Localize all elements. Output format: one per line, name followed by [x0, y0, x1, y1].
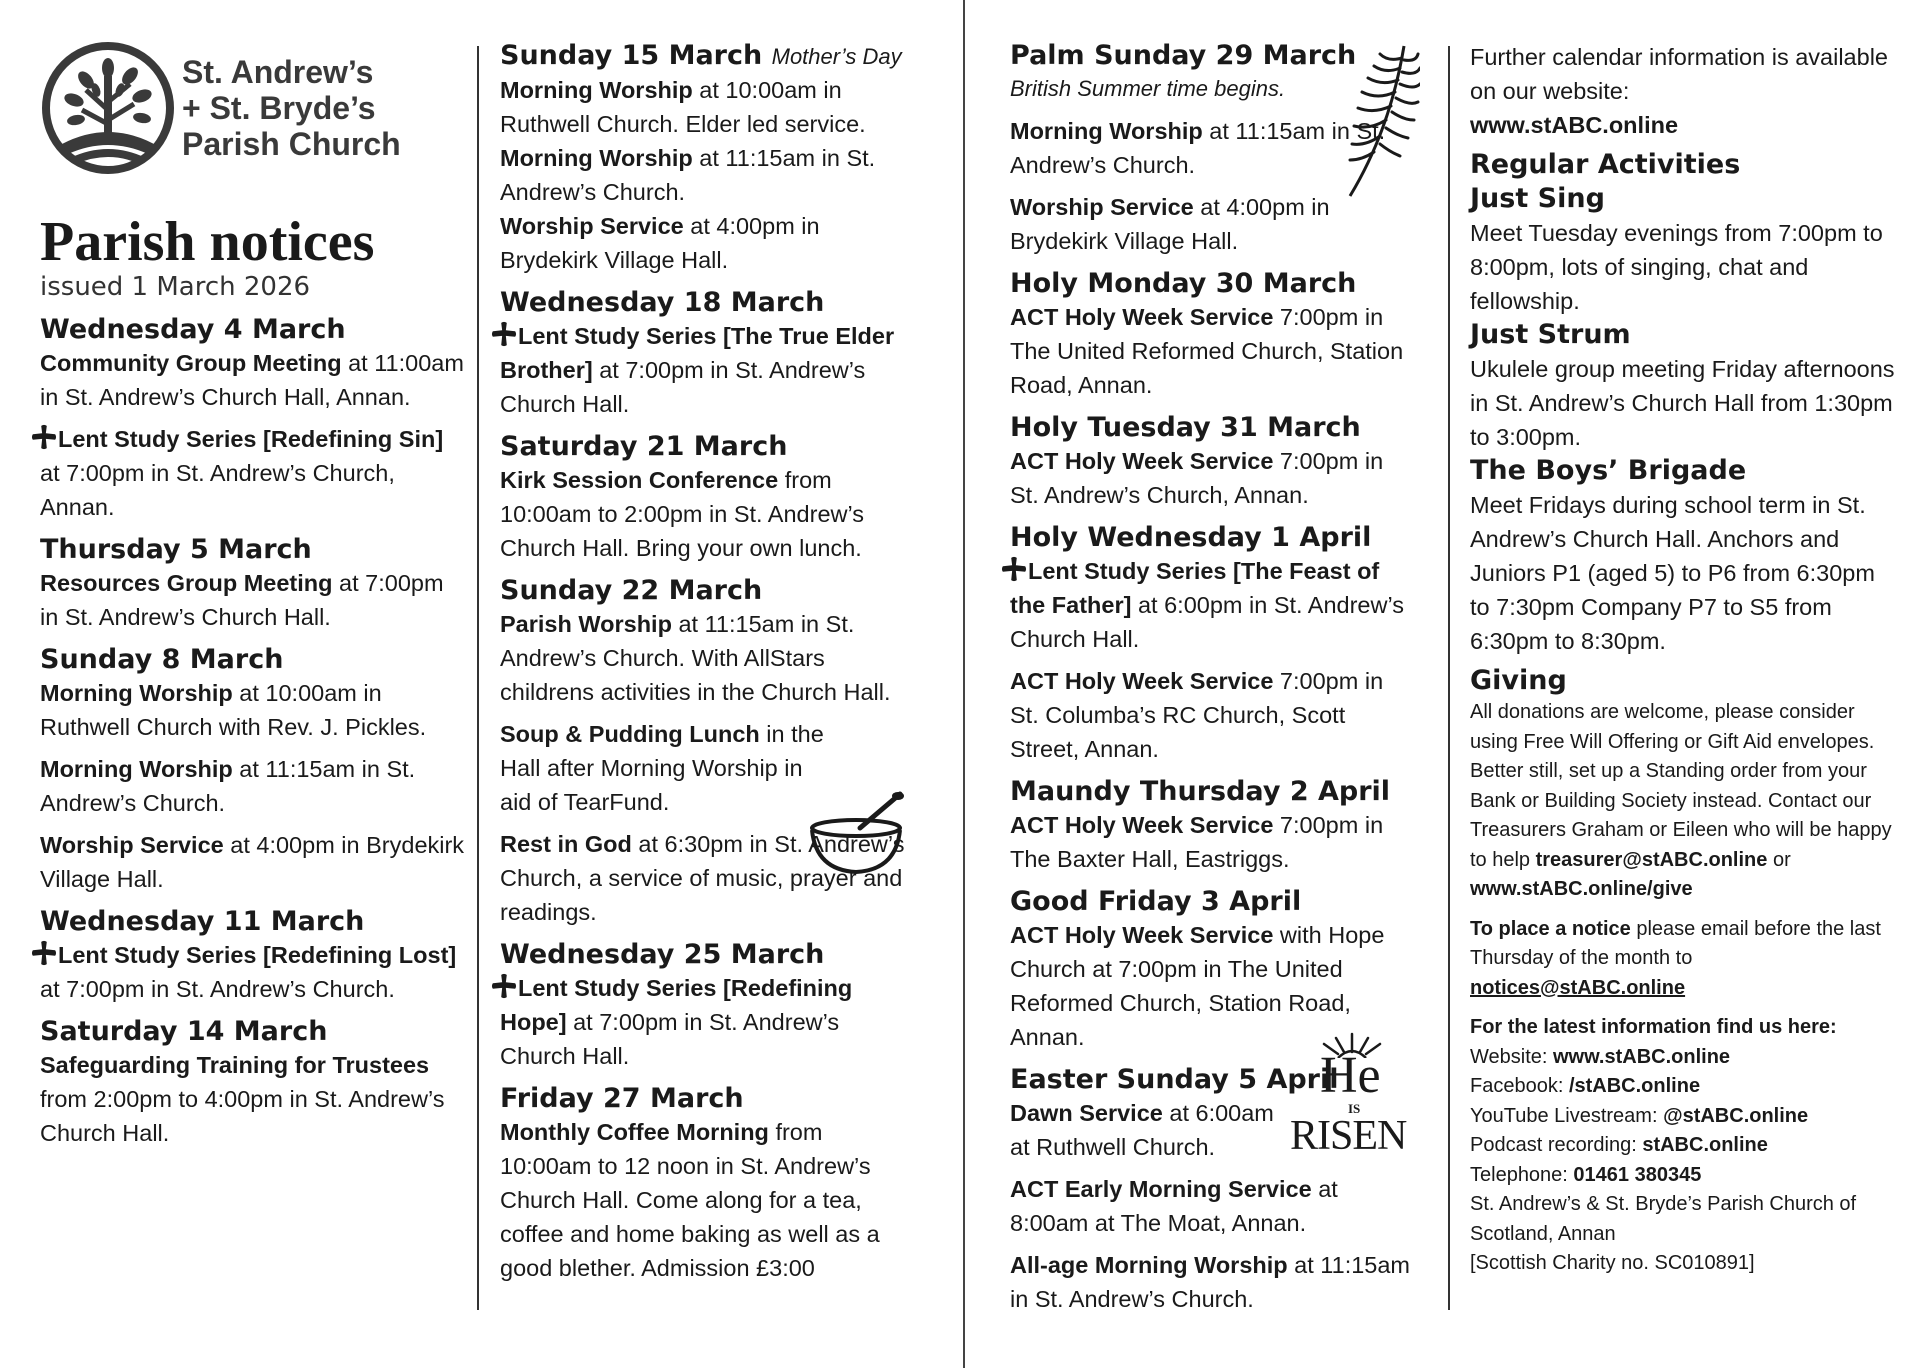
event-day: Friday 27 March	[500, 1083, 744, 1114]
event-day: Maundy Thursday 2 April	[1010, 776, 1391, 807]
activity-title: Just Sing	[1470, 183, 1605, 214]
event-title: Dawn Service	[1010, 1100, 1163, 1126]
event-day: Easter Sunday 5 April	[1010, 1064, 1339, 1095]
event-item	[500, 319, 920, 421]
column-1	[40, 40, 465, 1150]
notice-instructions	[1470, 915, 1900, 1004]
activity-title: The Boys’ Brigade	[1470, 455, 1747, 486]
event-detail: from 2:00pm to 4:00pm in St. Andrew’s Church Hall.	[40, 1086, 445, 1146]
event-detail: at 7:00pm in St. Andrew’s Church Hall.	[500, 1009, 840, 1069]
event-title: Community Group Meeting	[40, 350, 342, 376]
event-day: Palm Sunday 29 March	[1010, 40, 1357, 71]
cross-icon	[490, 973, 518, 999]
event-item	[500, 73, 920, 141]
event-detail: 7:00pm in The Baxter Hall, Eastriggs.	[1010, 812, 1384, 872]
event-day: Saturday 21 March	[500, 431, 788, 462]
event-item	[40, 752, 465, 820]
section-heading: Giving	[1470, 665, 1567, 696]
activity-detail: Meet Fridays during school term in St. Andrew’s Church Hall. Anchors and Juniors P1 (aged 5) to P6 from 6:30pm to 7:30pm Company P7 to S5 from 6:30pm to 8:30pm.	[1470, 492, 1875, 654]
event-detail: at 4:00pm in Brydekirk Village Hall.	[40, 832, 465, 892]
event-day: Wednesday 18 March	[500, 287, 825, 318]
event-item	[1010, 1172, 1415, 1240]
event-detail: at 4:00pm in Brydekirk Village Hall.	[500, 213, 820, 273]
event-detail: from 10:00am to 12 noon in St. Andrew’s Church Hall. Come along for a tea, coffee and home baking as well as a good blether. Admission £3:00	[500, 1119, 880, 1281]
event-day: Sunday 8 March	[40, 644, 284, 675]
event-detail: at 7:00pm in St. Andrew’s Church Hall.	[500, 357, 866, 417]
cross-icon	[30, 424, 58, 450]
event-title: ACT Early Morning Service	[1010, 1176, 1312, 1202]
contact-block	[1470, 1013, 1900, 1279]
event-detail: at 11:00am in St. Andrew’s Church Hall, Annan.	[40, 350, 464, 410]
giving-text	[1470, 698, 1900, 905]
event-title: Worship Service	[1010, 194, 1194, 220]
event-item	[40, 1048, 465, 1150]
event-detail: at 11:15am in St. Andrew’s Church. With AllStars childrens activities in the Church Hall.	[500, 611, 891, 705]
podcast-link[interactable]: stABC.online	[1642, 1134, 1768, 1156]
contact-label: Telephone:	[1470, 1163, 1574, 1186]
notice-label: To place a notice	[1470, 917, 1631, 940]
church-name-line: St. Andrew’s	[182, 54, 374, 90]
contact-label: Website:	[1470, 1045, 1553, 1068]
contact-row	[1470, 1072, 1900, 1102]
event-item	[1010, 190, 1415, 258]
event-title: Worship Service	[500, 213, 684, 239]
charity-number: [Scottish Charity no. SC010891]	[1470, 1252, 1755, 1274]
cross-icon	[1000, 556, 1028, 582]
event-day: Thursday 5 March	[40, 534, 312, 565]
event-detail: at 4:00pm in Brydekirk Village Hall.	[1010, 194, 1330, 254]
event-detail: at 10:00am in Ruthwell Church. Elder led service.	[500, 77, 866, 137]
giving-or: or	[1767, 848, 1791, 871]
charity-name: St. Andrew’s & St. Bryde’s Parish Church of Scotland, Annan	[1470, 1193, 1857, 1245]
event-detail: at 6:00am at Ruthwell Church.	[1010, 1100, 1274, 1160]
event-detail: 7:00pm in St. Andrew’s Church, Annan.	[1010, 448, 1384, 508]
event-day: Saturday 14 March	[40, 1016, 328, 1047]
event-title: Kirk Session Conference	[500, 467, 779, 493]
event-title: Lent Study Series [Redefining Lost]	[58, 942, 457, 968]
notice-body: please email before the last Thursday of the month to	[1470, 917, 1881, 969]
calendar-intro: Further calendar information is available on our website:	[1470, 44, 1888, 104]
section-heading: Regular Activities	[1470, 149, 1741, 180]
event-item	[40, 828, 465, 896]
event-detail: at 11:15am in St. Andrew’s Church.	[40, 756, 416, 816]
event-item	[1010, 664, 1415, 766]
event-item	[500, 209, 920, 277]
event-detail: at 8:00am at The Moat, Annan.	[1010, 1176, 1338, 1236]
youtube-link[interactable]: @stABC.online	[1663, 1104, 1809, 1127]
contact-row	[1470, 1043, 1900, 1073]
event-item	[1010, 1248, 1415, 1316]
event-item	[500, 607, 920, 709]
contact-row	[1470, 1102, 1900, 1132]
issue-date: issued 1 March 2026	[40, 272, 311, 302]
giving-url-link[interactable]: www.stABC.online/give	[1470, 878, 1693, 900]
event-day: Holy Wednesday 1 April	[1010, 522, 1372, 553]
event-title: Morning Worship	[1010, 118, 1203, 144]
page-title: Parish notices	[40, 211, 375, 273]
event-item	[40, 346, 465, 414]
event-title: Morning Worship	[500, 77, 693, 103]
event-day-subtitle: Mother’s Day	[771, 44, 902, 69]
page-fold-line	[963, 0, 965, 1368]
event-title: ACT Holy Week Service	[1010, 304, 1274, 330]
he-is-risen-graphic	[1290, 1030, 1420, 1170]
event-item	[500, 971, 920, 1073]
website-link[interactable]: www.stABC.online	[1553, 1045, 1731, 1068]
event-day-subtitle: British Summer time begins.	[1010, 76, 1286, 101]
event-item	[1010, 554, 1415, 656]
contact-label: YouTube Livestream:	[1470, 1104, 1664, 1127]
event-item	[40, 566, 465, 634]
activity-detail: Ukulele group meeting Friday afternoons in St. Andrew’s Church Hall from 1:30pm to 3:00pm.	[1470, 356, 1895, 450]
event-title: ACT Holy Week Service	[1010, 812, 1274, 838]
event-day: Sunday 22 March	[500, 575, 763, 606]
event-title: Worship Service	[40, 832, 224, 858]
event-item	[40, 676, 465, 744]
church-name-line: Parish Church	[182, 126, 401, 162]
event-title: All-age Morning Worship	[1010, 1252, 1288, 1278]
event-detail: at 11:15am in St. Andrew’s Church.	[1010, 118, 1386, 178]
cross-icon	[30, 940, 58, 966]
event-day	[500, 40, 920, 73]
contact-heading: For the latest information find us here:	[1470, 1016, 1837, 1038]
risen-text: RISEN	[1290, 1113, 1407, 1159]
contact-row	[1470, 1131, 1900, 1161]
event-detail: from 10:00am to 2:00pm in St. Andrew’s Church Hall. Bring your own lunch.	[500, 467, 865, 561]
cross-icon	[490, 321, 518, 347]
event-title: Morning Worship	[40, 680, 233, 706]
event-title: Soup & Pudding Lunch	[500, 721, 760, 747]
contact-row	[1470, 1161, 1900, 1191]
church-logo	[40, 40, 465, 176]
notices-email-link[interactable]: notices@stABC.online	[1470, 976, 1686, 999]
event-day: Holy Tuesday 31 March	[1010, 412, 1361, 443]
event-detail: at 7:00pm in St. Andrew’s Church, Annan.	[40, 460, 395, 520]
he-text: He	[1320, 1047, 1381, 1104]
event-item	[1010, 300, 1415, 402]
event-detail: 7:00pm in The United Reformed Church, Station Road, Annan.	[1010, 304, 1404, 398]
activity-detail: Meet Tuesday evenings from 7:00pm to 8:00pm, lots of singing, chat and fellowship.	[1470, 220, 1883, 314]
event-day-label: Sunday 15 March	[500, 40, 763, 71]
event-title: ACT Holy Week Service	[1010, 448, 1274, 474]
facebook-link[interactable]: /stABC.online	[1568, 1075, 1701, 1097]
event-day: Holy Monday 30 March	[1010, 268, 1357, 299]
activity-title: Just Strum	[1470, 319, 1631, 350]
event-title: Lent Study Series [Redefining Sin]	[58, 426, 444, 452]
column-4	[1470, 40, 1900, 1279]
event-day: Wednesday 4 March	[40, 314, 346, 345]
website-link[interactable]: www.stABC.online	[1470, 112, 1679, 138]
treasurer-email-link[interactable]: treasurer@stABC.online	[1535, 848, 1768, 871]
is-text: IS	[1348, 1101, 1361, 1116]
column-divider	[477, 46, 479, 1310]
event-title: Lent Study Series [The True Elder Brother]	[500, 323, 895, 383]
event-title: Morning Worship	[40, 756, 233, 782]
event-detail: 7:00pm in St. Columba’s RC Church, Scott Street, Annan.	[1010, 668, 1384, 762]
event-item	[1010, 808, 1415, 876]
contact-label: Podcast recording:	[1470, 1134, 1643, 1156]
event-item	[40, 938, 465, 1006]
palm-leaf-icon	[1340, 40, 1420, 200]
soup-bowl-icon	[808, 790, 908, 878]
event-title: Safeguarding Training for Trustees	[40, 1052, 430, 1078]
event-title: ACT Holy Week Service	[1010, 922, 1274, 948]
church-name-line: + St. Bryde’s	[182, 90, 376, 126]
event-title: Resources Group Meeting	[40, 570, 333, 596]
event-item	[40, 422, 465, 524]
event-day: Wednesday 11 March	[40, 906, 365, 937]
event-detail: in the Hall after Morning Worship in aid of TearFund.	[500, 721, 824, 815]
event-detail: at 11:15am in St. Andrew’s Church.	[500, 145, 876, 205]
contact-label: Facebook:	[1470, 1075, 1569, 1097]
event-detail: at 10:00am in Ruthwell Church with Rev. J. Pickles.	[40, 680, 427, 740]
giving-body: All donations are welcome, please consider using Free Will Offering or Gift Aid envelopes. Better still, set up a Standing order from your Bank or Building Society instead. Contact our Treasurers Graham or Eileen who will be happy to help	[1470, 701, 1892, 871]
event-title: Parish Worship	[500, 611, 672, 637]
event-title: ACT Holy Week Service	[1010, 668, 1274, 694]
event-day: Wednesday 25 March	[500, 939, 825, 970]
event-detail: at 6:00pm in St. Andrew’s Church Hall.	[1010, 592, 1405, 652]
telephone-number[interactable]: 01461 380345	[1573, 1163, 1702, 1186]
event-title: Morning Worship	[500, 145, 693, 171]
event-detail: with Hope Church at 7:00pm in The United Reformed Church, Station Road, Annan.	[1010, 922, 1385, 1050]
church-name	[182, 54, 401, 162]
event-title: Rest in God	[500, 831, 632, 857]
event-item	[500, 463, 920, 565]
event-title: Monthly Coffee Morning	[500, 1119, 769, 1145]
event-detail: at 7:00pm in St. Andrew’s Church.	[40, 976, 395, 1002]
event-item	[500, 1115, 920, 1285]
event-detail: at 6:30pm in St. Andrew’s Church, a service of music, prayer and readings.	[500, 831, 905, 925]
event-detail: at 11:15am in St. Andrew’s Church.	[1010, 1252, 1411, 1312]
column-2	[500, 40, 920, 1285]
column-divider	[1448, 46, 1450, 1310]
event-day: Good Friday 3 April	[1010, 886, 1302, 917]
event-item	[1010, 444, 1415, 512]
event-title: Lent Study Series [The Feast of the Father]	[1010, 558, 1380, 618]
event-item	[500, 141, 920, 209]
event-title: Lent Study Series [Redefining Hope]	[500, 975, 853, 1035]
event-detail: at 7:00pm in St. Andrew’s Church Hall.	[40, 570, 444, 630]
tree-logo-icon	[40, 40, 176, 176]
